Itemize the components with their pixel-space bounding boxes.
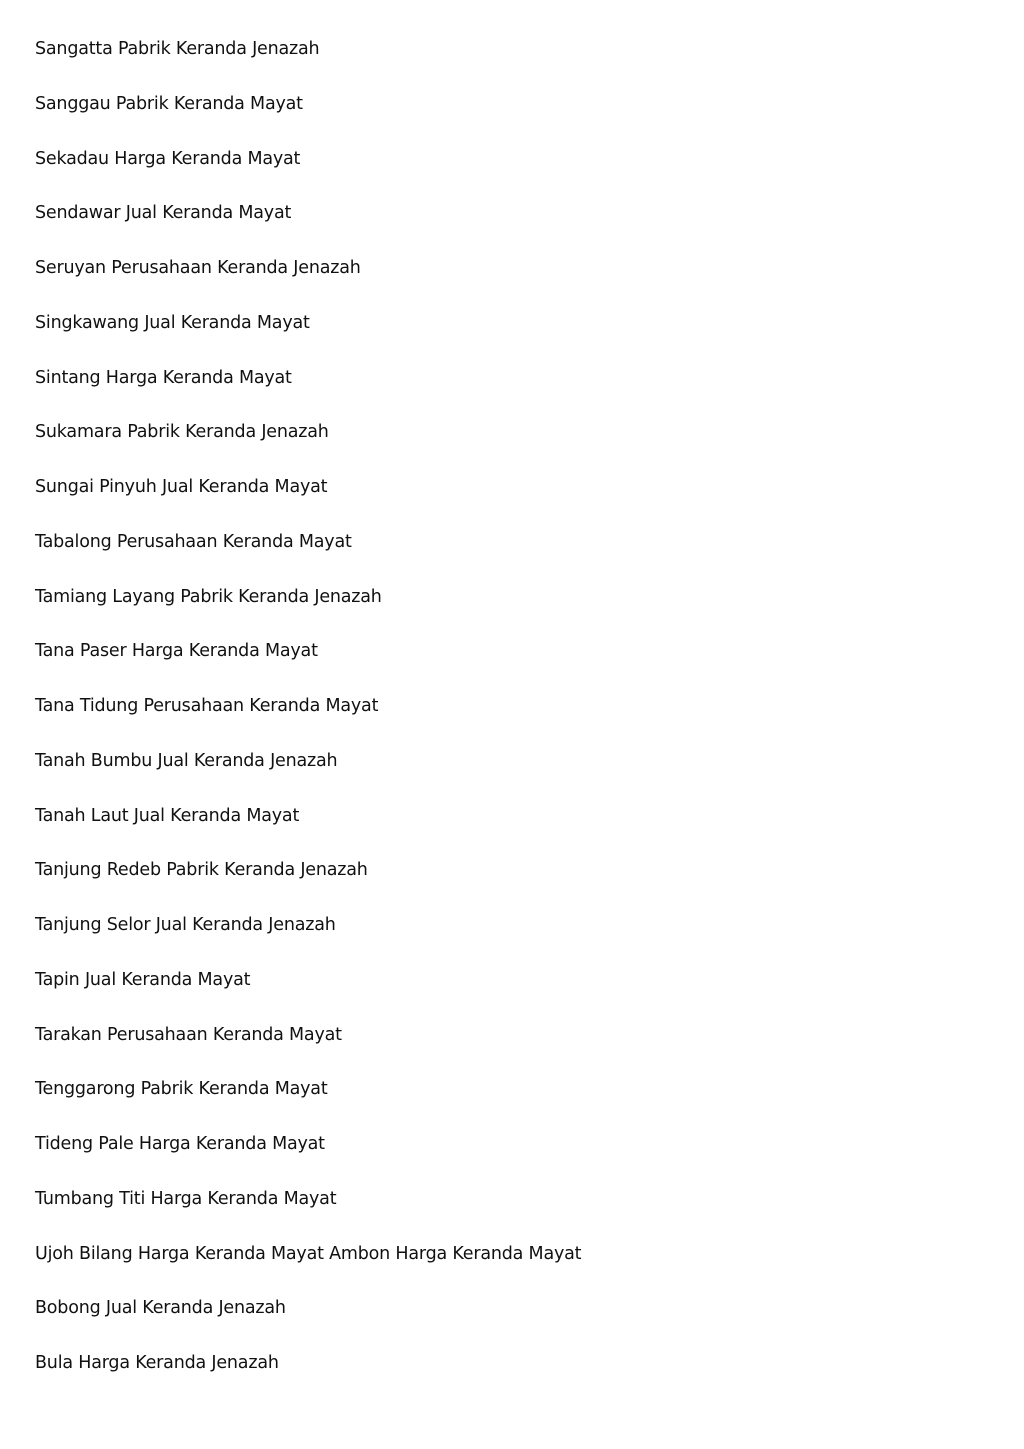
text-line: Sekadau Harga Keranda Mayat: [35, 148, 301, 169]
text-line: Sendawar Jual Keranda Mayat: [35, 203, 292, 224]
text-line: Tanah Laut Jual Keranda Mayat: [35, 805, 300, 826]
text-line: Tideng Pale Harga Keranda Mayat: [35, 1134, 325, 1154]
text-line: Ujoh Bilang Harga Keranda Mayat Ambon Harga Keranda Mayat: [35, 1243, 582, 1264]
text-line: Tapin Jual Keranda Mayat: [35, 969, 251, 990]
text-line: Tabalong Perusahaan Keranda Mayat: [35, 531, 352, 552]
text-line: Sintang Harga Keranda Mayat: [35, 367, 292, 388]
text-line: Tanjung Selor Jual Keranda Jenazah: [35, 915, 336, 935]
text-line: Seruyan Perusahaan Keranda Jenazah: [35, 258, 361, 278]
text-line-list: [35, 36, 995, 1405]
text-line: Bula Harga Keranda Jenazah: [35, 1353, 279, 1373]
text-line: Sanggau Pabrik Keranda Mayat: [35, 93, 303, 114]
text-line: Bobong Jual Keranda Jenazah: [35, 1298, 286, 1319]
text-line: Tarakan Perusahaan Keranda Mayat: [35, 1024, 342, 1045]
text-line: Singkawang Jual Keranda Mayat: [35, 312, 310, 333]
text-line: Sukamara Pabrik Keranda Jenazah: [35, 422, 329, 443]
text-line: Tenggarong Pabrik Keranda Mayat: [35, 1079, 328, 1100]
text-line: Tanjung Redeb Pabrik Keranda Jenazah: [35, 860, 368, 881]
text-line: Tumbang Titi Harga Keranda Mayat: [35, 1188, 337, 1209]
text-line: Sungai Pinyuh Jual Keranda Mayat: [35, 477, 328, 497]
text-line: Tamiang Layang Pabrik Keranda Jenazah: [35, 586, 382, 607]
text-line: Sangatta Pabrik Keranda Jenazah: [35, 39, 320, 59]
text-line: Tana Tidung Perusahaan Keranda Mayat: [35, 696, 379, 716]
text-line: Tanah Bumbu Jual Keranda Jenazah: [35, 750, 338, 771]
text-line: Tana Paser Harga Keranda Mayat: [35, 641, 318, 662]
